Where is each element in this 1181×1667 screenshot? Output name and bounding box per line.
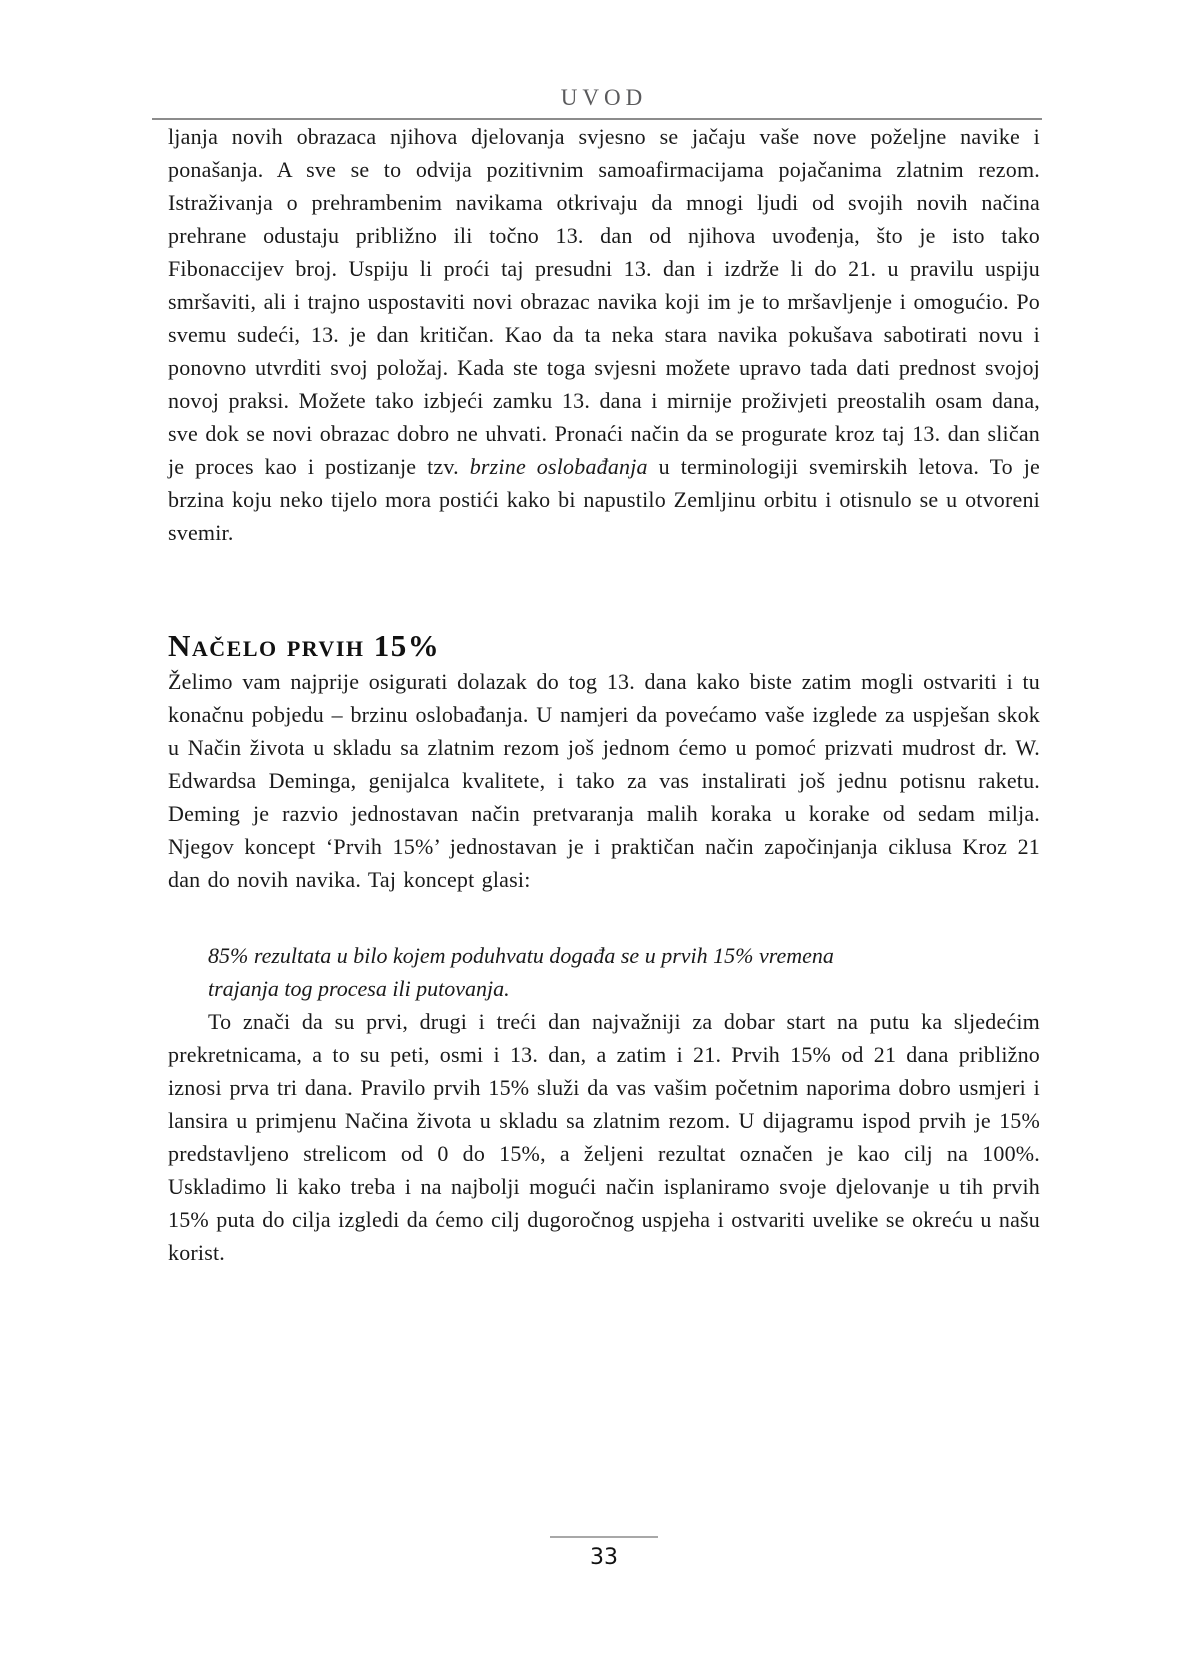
body-paragraph-3: To znači da su prvi, drugi i treći dan najvažniji za dobar start na putu ka sljedećim prekretnicama, a to su peti, osmi i 13. dan, a zatim i 21. Prvih 15% od 21 dana približno iznosi prva tri dana. Pravilo prvih 15% služi da vas vašim početnim naporima dobro usmjeri i lansira u primjenu Načina života u skladu sa zlatnim rezom. U dijagramu ispod prvih je 15% predstavljeno strelicom od 0 do 15%, a željeni rezultat označen je kao cilj na 100%. Uskladimo li kako treba i na najbolji mogući način isplaniramo svoje djelovanje u tih prvih 15% puta do cilja izgledi da ćemo cilj dugoročnog uspjeha i ostvariti uvelike se okreću u našu korist. <box>168 1009 1040 1265</box>
footer-divider <box>550 1536 658 1538</box>
quote-line-1: 85% rezultata u bilo kojem poduhvatu događa se u prvih 15% vremena <box>208 943 834 968</box>
text-block <box>168 0 1040 1269</box>
quote-block <box>208 939 1040 1005</box>
page-footer <box>168 1536 1040 1571</box>
running-header-title: UVOD <box>560 85 648 110</box>
paragraph-1-text-end: u terminologiji svemirskih letova. To je brzina koju neko tijelo mora postići kako bi napustilo Zemljinu orbitu i otisnulo se u otvoreni svemir. <box>168 454 1041 545</box>
body-paragraph-2: Želimo vam najprije osigurati dolazak do tog 13. dana kako biste zatim mogli ostvariti i tu konačnu pobjedu – brzinu oslobađanja. U namjeri da povećamo vaše izglede za uspješan skok u Način života u skladu sa zlatnim rezom još jednom ćemo u pomoć prizvati mudrost dr. W. Edwardsa Deminga, genijalca kvalitete, i tako za vas instalirati još jednu potisnu raketu. Deming je razvio jednostavan način pretvaranja malih koraka u korake od sedam milja. Njegov koncept ‘Prvih 15%’ jednostavan je i praktičan način započinjanja ciklusa Kroz 21 dan do novih navika. Taj koncept glasi: <box>168 669 1040 892</box>
paragraph-1-italic-term: brzine oslobađanja <box>469 454 648 479</box>
paragraph-1-text-start: ljanja novih obrazaca njihova djelovanja svjesno se jačaju vaše nove poželjne navike i ponašanja. A sve se to odvija pozitivnim samoafirmacijama pojačanima zlatnim rezom. Istraživanja o prehrambenim navikama otkrivaju da mnogi ljudi od svojih novih načina prehrane odustaju približno ili točno 13. dan od njihova uvođenja, što je isto tako Fibonaccijev broj. Uspiju li proći taj presudni 13. dan i izdrže li do 21. u pravilu uspiju smršaviti, ali i trajno uspostaviti novi obrazac navika koji im je to mršavljenje i omogućio. Po svemu sudeći, 13. je dan kritičan. Kao da ta neka stara navika pokušava sabotirati novu i ponovno utvrditi svoj položaj. Kada ste toga svjesni možete upravo tada dati prednost svojoj novoj praksi. Možete tako izbjeći zamku 13. dana i mirnije proživjeti preostalih osam dana, sve dok se novi obrazac dobro ne uhvati. Pronaći način da se progurate kroz taj 13. dan sličan je proces kao i postizanje tzv. <box>168 124 1040 479</box>
page-number: 33 <box>590 1545 618 1570</box>
quote-line-2: trajanja tog procesa ili putovanja. <box>208 976 510 1001</box>
section-heading: Načelo prvih 15% <box>168 628 441 663</box>
body-paragraph-1 <box>168 120 1040 549</box>
